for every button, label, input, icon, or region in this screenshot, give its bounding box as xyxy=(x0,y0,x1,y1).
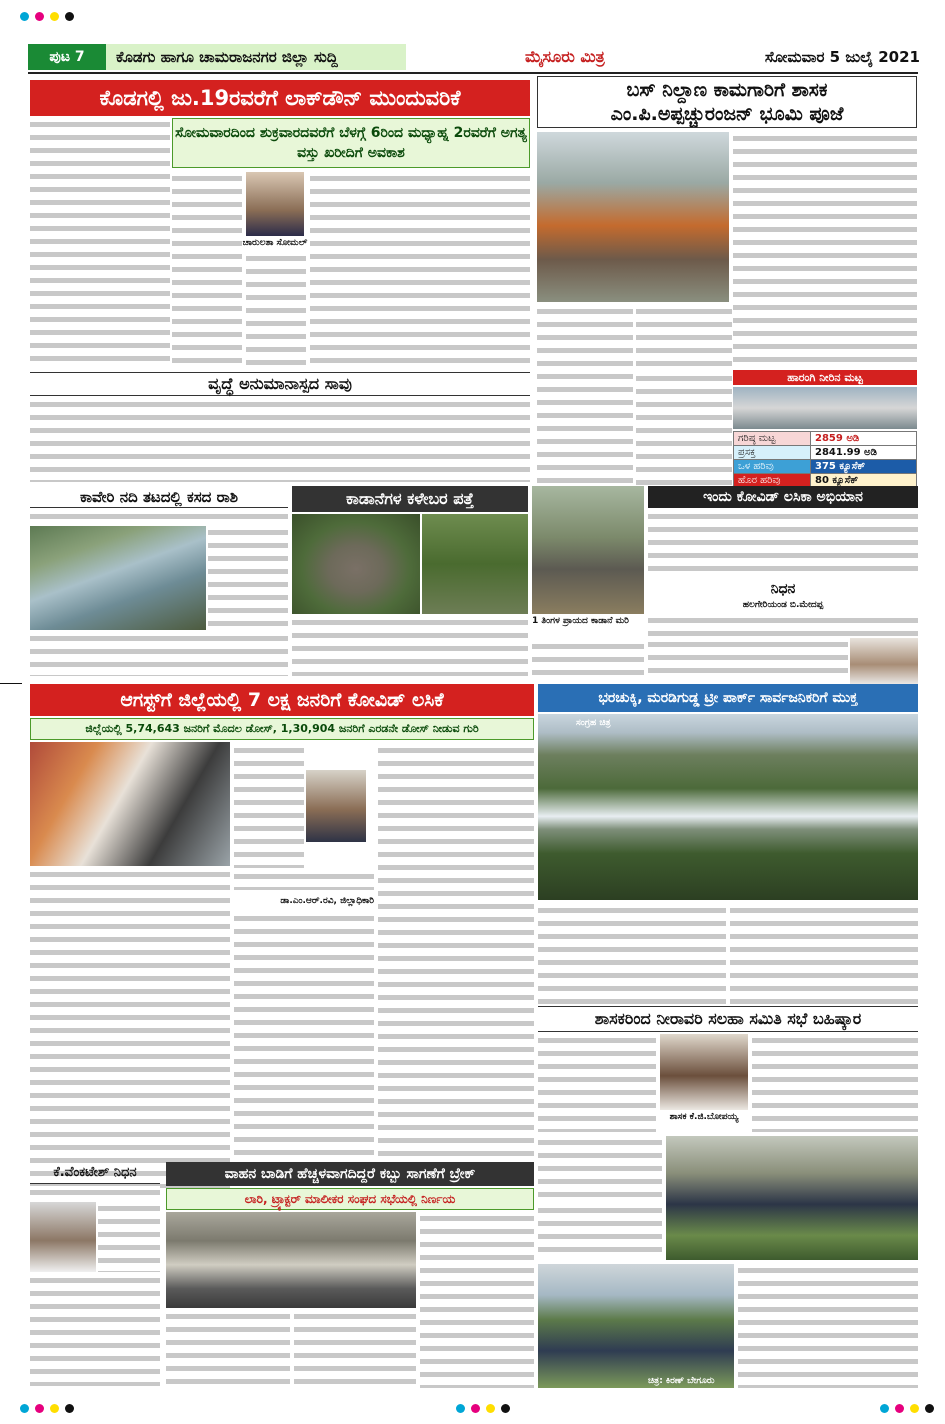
vaccine-today-headline: ಇಂದು ಕೋವಿಡ್ ಲಸಿಕಾ ಅಭಿಯಾನ xyxy=(648,486,918,508)
page-number: ಪುಟ 7 xyxy=(28,44,106,70)
vehicle-rent-body-col3 xyxy=(294,1310,416,1388)
registration-marks-bottom-center xyxy=(456,1404,510,1413)
bharachukki-body-col1 xyxy=(538,904,726,1004)
harangi-label: ಒಳ ಹರಿವು xyxy=(734,460,811,474)
bharachukki-headline: ಭರಚುಕ್ಕಿ, ಮರಡಿಗುಡ್ಡ ಟ್ರೀ ಪಾರ್ಕ್ ಸಾರ್ವಜನಿಕರಿಗೆ ಮುಕ್ತ xyxy=(538,684,918,712)
vaccine-body-col1 xyxy=(30,868,230,1188)
lockdown-headline: ಕೊಡಗಲ್ಲಿ ಜು.19ರವರೆಗೆ ಲಾಕ್‌ಡೌನ್ ಮುಂದುವರಿಕೆ xyxy=(30,80,530,116)
waterfall-photo-label: ಸಂಗ್ರಹ ಚಿತ್ರ xyxy=(576,718,611,728)
newspaper-name: ಮೈಸೂರು ಮಿತ್ರ xyxy=(525,47,605,66)
vehicle-rent-body-col2 xyxy=(166,1310,290,1388)
harangi-value: 375 ಕ್ಯೂಸೆಕ್ xyxy=(811,460,917,474)
cauvery-body-top xyxy=(30,510,288,524)
harangi-row xyxy=(734,460,917,474)
elephant-body-2 xyxy=(532,640,644,676)
margin-mark xyxy=(0,683,22,684)
dam-photo xyxy=(733,387,917,429)
vehicle-rent-headline: ವಾಹನ ಬಾಡಿಗೆ ಹೆಚ್ಚಳವಾಗದಿದ್ದರೆ ಕಬ್ಬು ಸಾಗಣೆಗೆ ಬ್ರೇಕ್ xyxy=(166,1162,534,1186)
harangi-row xyxy=(734,446,917,460)
vehicle-rent-subhead: ಲಾರಿ, ಟ್ರ್ಯಾಕ್ಟರ್ ಮಾಲೀಕರ ಸಂಘದ ಸಭೆಯಲ್ಲಿ ನಿರ್ಣಯ xyxy=(166,1188,534,1210)
obituary-headline: ನಿಧನ xyxy=(770,581,796,597)
vaccine-today-body xyxy=(648,510,918,576)
section-title: ಕೊಡಗು ಹಾಗೂ ಚಾಮರಾಜನಗರ ಜಿಲ್ಲಾ ಸುದ್ದಿ xyxy=(106,44,406,70)
elephant-photo-2 xyxy=(422,514,528,614)
registration-marks-bottom xyxy=(20,1404,74,1413)
venkatesh-body-1 xyxy=(30,1186,160,1200)
vehicle-rent-body-col1 xyxy=(420,1212,534,1388)
bharachukki-body-col2 xyxy=(730,904,918,1004)
river-garbage-photo xyxy=(30,526,206,630)
lockdown-body-col1 xyxy=(30,118,170,368)
vaccine-body-col2 xyxy=(234,744,304,868)
irrigation-headline: ಶಾಸಕರಿಂದ ನೀರಾವರಿ ಸಲಹಾ ಸಮಿತಿ ಸಭೆ ಬಹಿಷ್ಕಾರ xyxy=(538,1006,918,1032)
registration-marks-bottom-right xyxy=(880,1404,934,1413)
lockdown-body-col4 xyxy=(310,172,530,368)
mla-caption: ಶಾಸಕ ಕೆ.ಜಿ.ಬೋಪಯ್ಯ xyxy=(669,1112,739,1122)
vaccine-body-col3 xyxy=(234,912,374,1188)
meeting-photo xyxy=(166,1212,416,1308)
bus-stand-headline-line1: ಬಸ್ ನಿಲ್ದಾಣ ಕಾಮಗಾರಿಗೆ ಶಾಸಕ xyxy=(626,79,828,101)
cauvery-headline: ಕಾವೇರಿ ನದಿ ತಟದಲ್ಲಿ ಕಸದ ರಾಶಿ xyxy=(30,486,288,508)
elephant-caption: 1 ತಿಂಗಳ ಪ್ರಾಯದ ಕಾಡಾನೆ ಮರಿ xyxy=(532,616,629,626)
harangi-value: 2841.99 ಅಡಿ xyxy=(811,446,917,460)
police-body-2 xyxy=(538,1204,662,1260)
obituary-body-1 xyxy=(648,614,918,636)
registration-marks-top xyxy=(20,12,74,21)
cauvery-body-side xyxy=(208,526,288,630)
dc-caption: ಡಾ.ಎಂ.ಆರ್.ರವಿ, ಜಿಲ್ಲಾಧಿಕಾರಿ xyxy=(280,896,374,906)
harangi-label: ಗರಿಷ್ಠ ಮಟ್ಟ xyxy=(734,432,811,446)
bus-stand-headline-line2: ಎಂ.ಪಿ.ಅಪ್ಪಚ್ಚುರಂಜನ್ ಭೂಮಿ ಪೂಜೆ xyxy=(610,103,844,125)
bus-stand-body-col2 xyxy=(537,305,633,485)
elephant-photo-1 xyxy=(292,514,420,614)
date-line: ಸೋಮವಾರ 5 ಜುಲೈ 2021 xyxy=(764,48,920,66)
harangi-row xyxy=(734,432,917,446)
cauvery-body-bottom xyxy=(30,632,288,676)
photo-credit: ಚಿತ್ರ: ಕಿರಣ್ ಬೇಗೂರು xyxy=(648,1376,715,1386)
harangi-value: 80 ಕ್ಯೂಸೆಕ್ xyxy=(811,474,917,488)
elephant-body-1 xyxy=(292,616,528,676)
elephant-headline: ಕಾಡಾನೆಗಳ ಕಳೇಬರ ಪತ್ತೆ xyxy=(292,486,528,512)
bus-stand-body-col4 xyxy=(636,372,732,485)
mla-photo xyxy=(660,1034,748,1110)
vaccine-body-col4 xyxy=(378,744,534,1188)
irrigation-body-col2 xyxy=(752,1034,918,1132)
header-rule xyxy=(28,72,918,74)
police-body-1 xyxy=(538,1136,662,1202)
harangi-value: 2859 ಅಡಿ xyxy=(811,432,917,446)
harangi-label: ಹೊರ ಹರಿವು xyxy=(734,474,811,488)
dc-photo xyxy=(306,770,366,842)
obituary-photo xyxy=(850,638,918,686)
officers-field-photo xyxy=(538,1264,734,1388)
bus-stand-body-col1 xyxy=(733,132,917,368)
vaccine-august-headline: ಆಗಸ್ಟ್‌ಗೆ ಜಿಲ್ಲೆಯಲ್ಲಿ 7 ಲಕ್ಷ ಜನರಿಗೆ ಕೋವಿಡ್ ಲಸಿಕೆ xyxy=(30,684,534,716)
tree-planting-photo xyxy=(666,1136,918,1260)
vaccination-photo xyxy=(30,742,230,866)
venkatesh-body-2 xyxy=(98,1202,160,1272)
waterfall-photo xyxy=(538,714,918,900)
bhoomi-pooja-photo xyxy=(537,132,729,302)
venkatesh-photo xyxy=(30,1202,96,1272)
venkatesh-body-3 xyxy=(30,1274,160,1386)
obituary-name: ಹಲಗೇರಿಯಂಡ ಬಿ.ಮೇದಪ್ಪ xyxy=(742,600,824,610)
lockdown-subhead: ಸೋಮವಾರದಿಂದ ಶುಕ್ರವಾರದವರೆಗೆ ಬೆಳಗ್ಗೆ 6ರಿಂದ ಮಧ್ಯಾಹ್ನ 2ರವರೆಗೆ ಅಗತ್ಯ ವಸ್ತು ಖರೀದಿಗೆ ಅವಕಾಶ xyxy=(172,118,530,168)
old-woman-headline: ವೃದ್ಧೆ ಅನುಮಾನಾಸ್ಪದ ಸಾವು xyxy=(30,372,530,396)
police-body-3 xyxy=(738,1264,918,1388)
bus-stand-headline xyxy=(537,76,917,128)
venkatesh-obituary-headline: ಕೆ.ವೆಂಕಟೇಶ್ ನಿಧನ xyxy=(30,1162,160,1184)
irrigation-body-col1 xyxy=(538,1034,656,1132)
harangi-title: ಹಾರಂಗಿ ನೀರಿನ ಮಟ್ಟ xyxy=(733,370,917,385)
old-woman-body xyxy=(30,398,530,482)
harangi-label: ಪ್ರಸಕ್ತ xyxy=(734,446,811,460)
vaccine-august-subhead: ಜಿಲ್ಲೆಯಲ್ಲಿ 5,74,643 ಜನರಿಗೆ ಮೊದಲ ಡೋಸ್, 1,30,904 ಜನರಿಗೆ ಎರಡನೇ ಡೋಸ್ ನೀಡುವ ಗುರಿ xyxy=(30,718,534,740)
officer-photo xyxy=(246,172,304,236)
lockdown-body-col3 xyxy=(246,252,306,368)
lockdown-body-col2 xyxy=(172,172,242,368)
harangi-table xyxy=(733,431,917,488)
obituary-body-2 xyxy=(648,638,848,678)
officer-photo-caption: ಚಾರುಲತಾ ಸೋಮಲ್ xyxy=(242,238,308,248)
elephant-photo-3 xyxy=(532,486,644,614)
vaccine-quote xyxy=(234,870,374,890)
